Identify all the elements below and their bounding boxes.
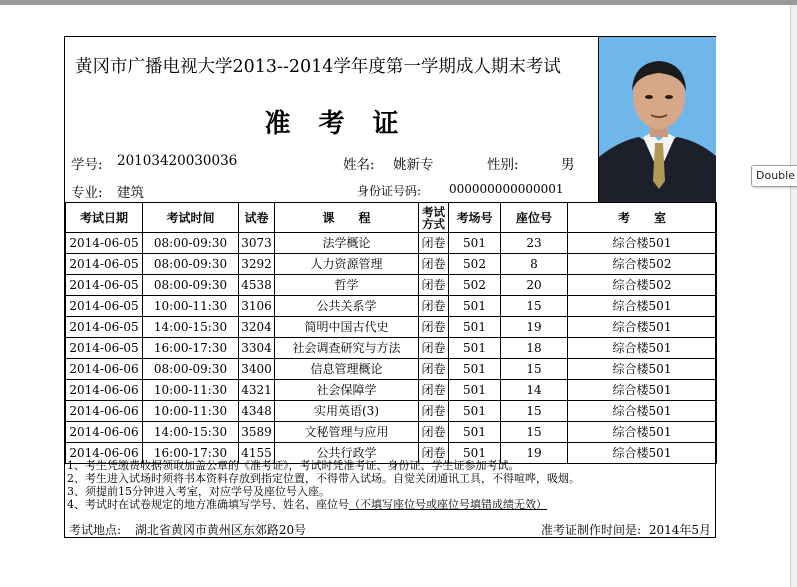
cell-course: 法学概论	[275, 233, 419, 254]
cell-seat: 18	[501, 338, 568, 359]
cell-room: 综合楼501	[568, 422, 717, 443]
cell-room: 综合楼501	[568, 233, 717, 254]
exam-title: 黄冈市广播电视大学2013--2014学年度第一学期成人期末考试	[75, 57, 561, 77]
cell-time: 14:00-15:30	[143, 422, 239, 443]
cell-method: 闭卷	[419, 443, 449, 464]
cell-room: 综合楼502	[568, 275, 717, 296]
cell-paper: 4538	[239, 275, 275, 296]
name-value: 姚新专	[393, 157, 434, 173]
major-value: 建筑	[117, 185, 144, 201]
cell-method: 闭卷	[419, 296, 449, 317]
cell-method: 闭卷	[419, 338, 449, 359]
cell-room-number: 502	[449, 275, 501, 296]
cell-course: 社会调查研究与方法	[275, 338, 419, 359]
cell-course: 哲学	[275, 275, 419, 296]
cell-paper: 4321	[239, 380, 275, 401]
header-paper-code: 试卷	[239, 203, 275, 233]
cell-time: 10:00-11:30	[143, 296, 239, 317]
cell-room: 综合楼502	[568, 254, 717, 275]
cell-paper: 3292	[239, 254, 275, 275]
cell-date: 2014-06-06	[66, 359, 143, 380]
header-course: 课 程	[275, 203, 419, 233]
rule-1: 1、考生凭缴费收据领取加盖公章的《准考证》，考试时凭准考证、身份证、学生证参加考试。	[67, 459, 520, 472]
cell-room-number: 501	[449, 422, 501, 443]
cell-time: 08:00-09:30	[143, 359, 239, 380]
cell-paper: 3304	[239, 338, 275, 359]
header-exam-date: 考试日期	[66, 203, 143, 233]
cell-time: 16:00-17:30	[143, 338, 239, 359]
cell-method: 闭卷	[419, 401, 449, 422]
ticket-subtitle: 准考证	[264, 109, 427, 139]
cell-room: 综合楼501	[568, 317, 717, 338]
cell-seat: 15	[501, 422, 568, 443]
cell-date: 2014-06-05	[66, 254, 143, 275]
cell-method: 闭卷	[419, 422, 449, 443]
cell-time: 10:00-11:30	[143, 401, 239, 422]
cell-date: 2014-06-06	[66, 401, 143, 422]
cell-date: 2014-06-06	[66, 380, 143, 401]
cell-date: 2014-06-05	[66, 233, 143, 254]
cell-room-number: 501	[449, 317, 501, 338]
issue-date-value: 2014年5月	[648, 523, 711, 537]
location-value: 湖北省黄冈市黄州区东郊路20号	[134, 523, 307, 537]
cell-method: 闭卷	[419, 254, 449, 275]
idcard-label: 身份证号码:	[357, 184, 422, 198]
cell-seat: 8	[501, 254, 568, 275]
rule-4-text: 4、考试时在试卷规定的地方准确填写学号、姓名、座位号	[67, 498, 349, 511]
cell-seat: 14	[501, 380, 568, 401]
exam-schedule-table	[65, 202, 717, 464]
ticket-header	[65, 37, 598, 202]
cell-seat: 15	[501, 359, 568, 380]
header-room-number: 考场号	[449, 203, 501, 233]
cell-date: 2014-06-06	[66, 422, 143, 443]
portrait-image	[599, 37, 716, 202]
gender-value: 男	[561, 157, 575, 173]
cell-room-number: 501	[449, 443, 501, 464]
admission-ticket	[64, 36, 716, 538]
table-row	[66, 317, 717, 338]
cell-time: 08:00-09:30	[143, 254, 239, 275]
issue-date	[541, 521, 711, 538]
cell-room-number: 501	[449, 359, 501, 380]
cell-date: 2014-06-05	[66, 317, 143, 338]
cell-room: 综合楼501	[568, 359, 717, 380]
rule-4	[67, 498, 715, 511]
table-row	[66, 422, 717, 443]
cell-course: 公共关系学	[275, 296, 419, 317]
rule-3: 3、须提前15分钟进入考室，对应学号及座位号入座。	[67, 485, 330, 498]
cell-course: 信息管理概论	[275, 359, 419, 380]
tooltip: Double	[751, 165, 797, 187]
viewer-right-edge	[790, 5, 797, 587]
location-label: 考试地点:	[69, 523, 122, 537]
cell-time: 10:00-11:30	[143, 380, 239, 401]
header-exam-time: 考试时间	[143, 203, 239, 233]
cell-room-number: 501	[449, 380, 501, 401]
table-row	[66, 401, 717, 422]
cell-method: 闭卷	[419, 317, 449, 338]
cell-paper: 3204	[239, 317, 275, 338]
idcard-value: 000000000000001	[449, 182, 564, 196]
cell-time: 08:00-09:30	[143, 233, 239, 254]
cell-course: 社会保障学	[275, 380, 419, 401]
cell-seat: 23	[501, 233, 568, 254]
cell-date: 2014-06-06	[66, 443, 143, 464]
cell-course: 人力资源管理	[275, 254, 419, 275]
cell-paper: 3400	[239, 359, 275, 380]
cell-room-number: 501	[449, 296, 501, 317]
issue-date-label: 准考证制作时间是:	[540, 523, 641, 537]
student-photo	[598, 37, 716, 202]
rule-2: 2、考生进入试场时须将书本资料存放到指定位置，不得带入试场。自觉关闭通讯工具，不得喧哗，吸烟。	[67, 472, 580, 485]
cell-room-number: 501	[449, 401, 501, 422]
exam-location	[69, 521, 306, 538]
cell-paper: 4155	[239, 443, 275, 464]
table-row	[66, 233, 717, 254]
cell-seat: 19	[501, 317, 568, 338]
header-exam-room: 考 室	[568, 203, 717, 233]
cell-time: 16:00-17:30	[143, 443, 239, 464]
table-row	[66, 359, 717, 380]
header-exam-method: 考试方式	[419, 203, 449, 233]
cell-course: 公共行政学	[275, 443, 419, 464]
student-id-label: 学号:	[71, 157, 103, 173]
cell-seat: 20	[501, 275, 568, 296]
rule-4-warning: （不填写座位号或座位号填错成绩无效）	[349, 498, 547, 511]
cell-method: 闭卷	[419, 275, 449, 296]
table-row	[66, 380, 717, 401]
cell-room-number: 501	[449, 233, 501, 254]
cell-paper: 3106	[239, 296, 275, 317]
cell-room-number: 501	[449, 338, 501, 359]
table-header-row	[66, 203, 717, 233]
cell-seat: 19	[501, 443, 568, 464]
cell-date: 2014-06-05	[66, 296, 143, 317]
cell-room: 综合楼501	[568, 296, 717, 317]
table-row	[66, 296, 717, 317]
cell-room: 综合楼501	[568, 338, 717, 359]
cell-date: 2014-06-05	[66, 275, 143, 296]
cell-course: 实用英语(3)	[275, 401, 419, 422]
major-label: 专业:	[71, 185, 103, 201]
cell-seat: 15	[501, 401, 568, 422]
cell-course: 文秘管理与应用	[275, 422, 419, 443]
table-row	[66, 338, 717, 359]
cell-room: 综合楼501	[568, 380, 717, 401]
cell-method: 闭卷	[419, 359, 449, 380]
table-row	[66, 275, 717, 296]
cell-time: 14:00-15:30	[143, 317, 239, 338]
cell-room: 综合楼501	[568, 401, 717, 422]
cell-time: 08:00-09:30	[143, 275, 239, 296]
cell-paper: 3073	[239, 233, 275, 254]
name-label: 姓名:	[343, 157, 375, 173]
header-seat-number: 座位号	[501, 203, 568, 233]
cell-method: 闭卷	[419, 380, 449, 401]
exam-rules	[67, 459, 715, 511]
table-row	[66, 254, 717, 275]
cell-paper: 3589	[239, 422, 275, 443]
cell-seat: 15	[501, 296, 568, 317]
viewer-top-bar	[0, 0, 797, 5]
cell-room: 综合楼501	[568, 443, 717, 464]
cell-course: 简明中国古代史	[275, 317, 419, 338]
cell-date: 2014-06-05	[66, 338, 143, 359]
gender-label: 性别:	[487, 157, 519, 173]
cell-room-number: 502	[449, 254, 501, 275]
student-id-value: 20103420030036	[117, 153, 238, 169]
cell-method: 闭卷	[419, 233, 449, 254]
cell-paper: 4348	[239, 401, 275, 422]
